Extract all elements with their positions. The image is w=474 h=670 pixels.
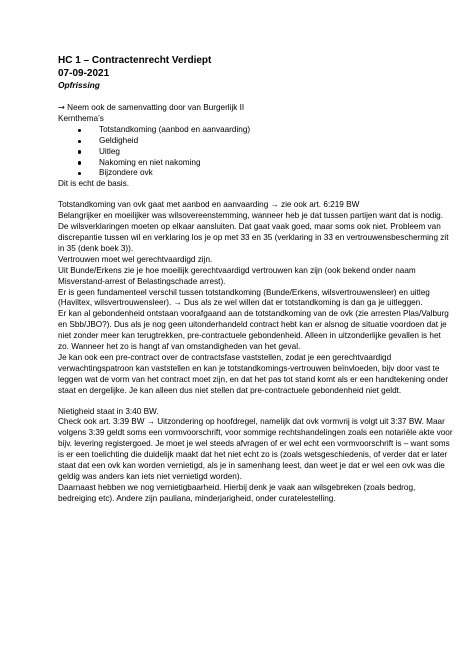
paragraph: Er is geen fundamenteel verschil tussen totstandkoming (Bunde/Erkens, wilsvertrouwensleer) en uitleg (Haviltex, wilsvertrouwensleer). → Dus als ze wel willen dat er totstandkoming is dan ga je uitleggen. xyxy=(58,287,430,308)
list-item: Totstandkoming (aanbod en aanvaarding) xyxy=(58,125,453,136)
arrow-right-icon: → xyxy=(58,102,65,112)
paragraph: Uit Bunde/Erkens zie je hoe moeilijk gerechtvaardigd vertrouwen kan zijn (ook bekend onder naam Misverstand-arrest of Belastingschade arrest). xyxy=(58,265,416,286)
list-item: Nakoming en niet nakoming xyxy=(58,158,453,169)
document-page xyxy=(58,54,453,505)
list-item: Uitleg xyxy=(58,147,453,158)
spacer xyxy=(58,397,453,407)
paragraph: Belangrijker en moeilijker was wilsovereenstemming, wanneer heb je dat tussen partijen want dat is nodig. De wilsverklaringen moeten op elkaar aansluiten. Dat gaat vaak goed, maar soms ook niet. Probleem van discrepantie tussen wil en verklaring los je op met 33 en 35 (verklaring in 33 en vertrouwensbescherming zit in 35 (denk boek 3)). xyxy=(58,211,449,253)
spacer xyxy=(58,91,453,102)
summary-note xyxy=(58,102,453,114)
paragraph: Daarnaast hebben we nog vernietigbaarheid. Hierbij denk je vaak aan wilsgebreken (zoals bedrog, bedreiging etc). Andere zijn pauliana, minderjarigheid, onder curatelestelling. xyxy=(58,482,416,503)
themes-label: Kernthema’s xyxy=(58,113,104,123)
themes-list xyxy=(58,125,453,180)
paragraph: Nietigheid staat in 3:40 BW. xyxy=(58,406,159,416)
paragraph: Er kan al gebondenheid ontstaan voorafgaand aan de totstandkoming van de ovk (zie arresten Plas/Valburg en Sbb/JBO?). Dus als je nog geen uitonderhandeld contract hebt kan er alsnog de situatie voordoen dat je niet zonder meer kan terugtrekken, pre-contractuele gebondenheid. Alleen in uitzonderlijke gevallen is het zo. Wanneer het zo is hangt af van omstandigheden van het geval. xyxy=(58,309,449,352)
list-item: Bijzondere ovk xyxy=(58,168,453,179)
paragraph: Vertrouwen moet wel gerechtvaardigd zijn. xyxy=(58,254,213,264)
basics-note: Dit is echt de basis. xyxy=(58,179,129,189)
document-date: 07-09-2021 xyxy=(58,68,110,79)
paragraph: Je kan ook een pre-contract over de contractsfase vaststellen, zodat je een gerechtvaardigd verwachtingspatroon kan vaststellen en kan je totstandkomings-vertrouwen beïnvloeden, bijv door vast te leggen wat de vorm van het contract moet zijn, en dat het pas tot stand komt als er een handtekening onder staat en dergelijke. Je kan alleen dus niet stellen dat pre-contractuele gebondenheid niet geldt. xyxy=(58,352,449,395)
list-item: Geldigheid xyxy=(58,136,453,147)
summary-note-text: Neem ook de samenvatting door van Burgerlijk II xyxy=(64,103,245,112)
document-title: HC 1 – Contractenrecht Verdiept xyxy=(58,55,212,66)
paragraph: Totstandkoming van ovk gaat met aanbod en aanvaarding → zie ook art. 6:219 BW xyxy=(58,200,360,210)
spacer xyxy=(58,190,453,200)
paragraph: Check ook art. 3:39 BW → Uitzondering op hoofdregel, namelijk dat ovk vormvrij is volgt uit 3:37 BW. Maar volgens 3:39 geldt soms een vormvoorschrift, voor sommige rechtshandelingen zoals een notariële akte voor bijv. levering registergoed. Je moet je wel steeds afvragen of er wel echt een vormvoorschrift is – want soms is er een toelichting die duidelijk maakt dat het niet echt zo is (zoals wetsgeschiedenis, of verder dat er later staat dat een ovk kan worden vernietigd, als je in samenhang leest, dan weet je dat er wel een ovk was die geldig was anders kan iets niet vernietigd worden). xyxy=(58,417,453,481)
section-subtitle: Opfrissing xyxy=(58,80,100,90)
